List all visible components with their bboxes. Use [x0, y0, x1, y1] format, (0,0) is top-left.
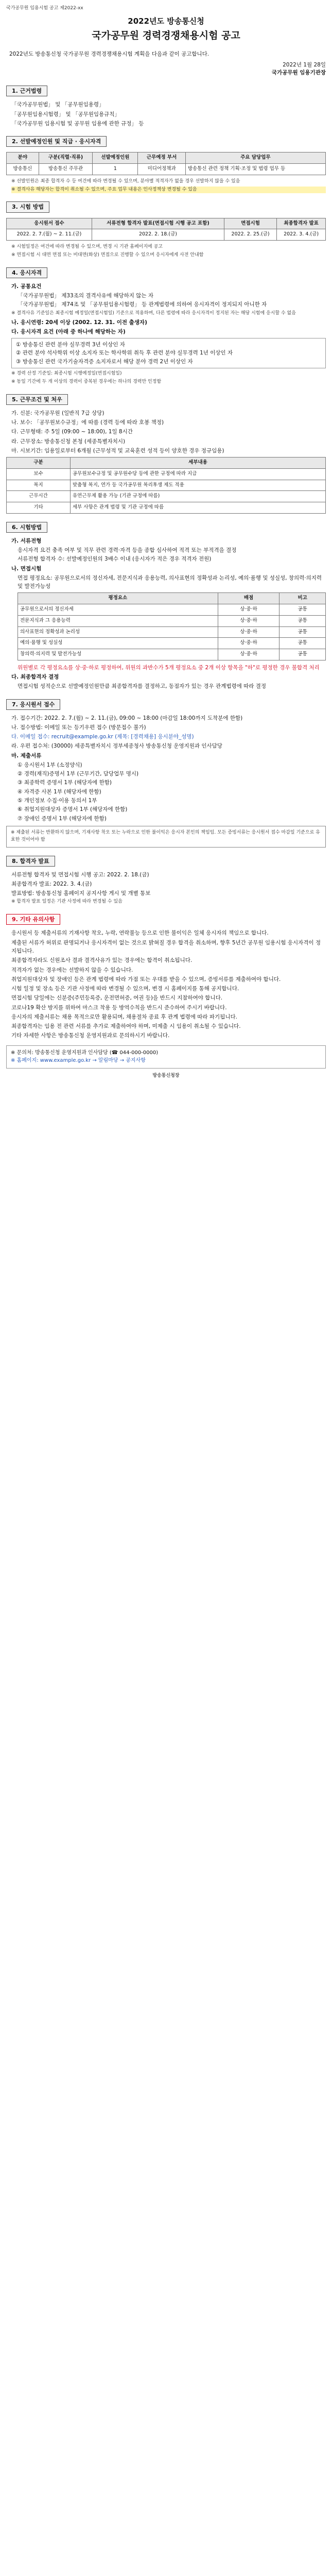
table-row: [7, 502, 326, 514]
table-cell: 상·중·하: [218, 626, 279, 638]
list-item: 서류전형 합격자 수: 선발예정인원의 3배수 이내 (응시자가 적은 경우 적격자 전원): [18, 556, 212, 563]
table-cell: 유연근무제 활용 가능 (기관 규정에 따름): [71, 491, 326, 502]
table-header: 평정요소: [18, 593, 218, 604]
table-cell: 미디어정책과: [138, 163, 185, 175]
table-cell: 공통: [279, 638, 326, 649]
section-notes: [6, 911, 326, 1040]
list-item: 「국가공무원법」 제33조의 결격사유에 해당하지 않는 자: [18, 293, 154, 299]
section-head: 5. 근무조건 및 처우: [6, 394, 68, 405]
table-header: 주요 담당업무: [185, 152, 325, 164]
section-head: 1. 근거법령: [6, 86, 47, 96]
section-head: 6. 시험방법: [6, 522, 47, 533]
table-cell: 방송통신: [7, 163, 39, 175]
table-cell: 1: [93, 163, 138, 175]
list-item: 면접시험 성적순으로 선발예정인원만큼 최종합격자를 결정하고, 동점자가 있는 경우 관계법령에 따라 결정: [18, 683, 267, 690]
sub-heading: 가. 공통요건: [11, 283, 42, 290]
list-item: ⑥ 취업지원대상자 증명서 1부 (해당자에 한함): [18, 806, 128, 813]
table-cell: 맞춤형 복지, 연가 등 국가공무원 복리후생 제도 적용: [71, 480, 326, 491]
table-row: [18, 615, 326, 626]
list-item: 코로나19 확산 방지를 위하여 마스크 착용 등 방역수칙을 반드시 준수하여 주시기 바랍니다.: [11, 1004, 227, 1011]
table-cell: 2022. 2. 18.(금): [92, 229, 224, 241]
table-row: [7, 480, 326, 491]
section-positions: [6, 133, 326, 193]
list-item: 발표방법: 방송통신청 홈페이지 공지사항 게시 및 개별 통보: [11, 890, 151, 897]
list-item: 제출된 서류가 허위로 판명되거나 응시자격이 없는 것으로 밝혀질 경우 합격을 취소하며, 향후 5년간 공무원 임용시험 응시자격이 정지됩니다.: [11, 939, 321, 954]
table-cell: 예의·품행 및 성실성: [18, 638, 218, 649]
table-cell: 2022. 3. 4.(금): [277, 229, 326, 241]
table-header: 분야: [7, 152, 39, 164]
note: ※ 시험일정은 여건에 따라 변경될 수 있으며, 변경 시 기관 홈페이지에 공고: [11, 244, 163, 249]
list-item: 응시자격 요건 충족 여부 및 직무 관련 경력·자격 등을 종합 심사하여 적격 또는 부적격을 결정: [18, 547, 237, 554]
section-qualifications: [6, 264, 326, 386]
table-header: 배점: [218, 593, 279, 604]
list-item: 나. 보수: 「공무원보수규정」에 따름 (경력 등에 따라 호봉 책정): [11, 419, 164, 426]
note: ※ 제출된 서류는 반환하지 않으며, 기재사항 착오 또는 누락으로 인한 불이익은 응시자 본인의 책임임. 모든 증빙서류는 응시원서 접수 마감일 기준으로 유효한 것이어야 함: [11, 829, 320, 842]
list-item: 마. 시보기간: 임용일로부터 6개월 (근무성적 및 교육훈련 성적 등이 양호한 경우 정규임용): [11, 447, 224, 454]
list-item: ④ 자격증 사본 1부 (해당자에 한함): [18, 788, 101, 795]
section-legal-basis: [6, 82, 326, 128]
table-header: 비고: [279, 593, 326, 604]
list-item: 나. 접수방법: 이메일 또는 등기우편 접수 (방문접수 불가): [11, 724, 146, 731]
note: ※ 동일 기간에 두 개 이상의 경력이 중복된 경우에는 하나의 경력만 인정함: [11, 379, 162, 384]
table-row: [7, 491, 326, 502]
sub-heading: 다. 응시자격 요건 (아래 중 하나에 해당하는 자): [11, 328, 126, 335]
list-item: 다. 근무형태: 주 5일 (09:00 ~ 18:00), 1일 8시간: [11, 429, 133, 435]
table-row: [7, 468, 326, 480]
sub-heading: 마. 제출서류: [11, 752, 42, 759]
header-org: 2022년도 방송통신청: [128, 16, 204, 26]
page-title: 국가공무원 경력경쟁채용시험 공고: [92, 30, 240, 42]
list-item: 적격자가 없는 경우에는 선발하지 않을 수 있습니다.: [11, 967, 133, 973]
note: ※ 면접시험 시 대면 면접 또는 비대면(화상) 면접으로 진행할 수 있으며 응시자에게 사전 안내함: [11, 252, 204, 258]
table-header: 서류전형 합격자 발표(면접시험 시행 공고 포함): [92, 218, 224, 229]
contact-box: [6, 1045, 326, 1069]
list-item: 가. 신분: 국가공무원 (일반직 7급 상당): [11, 410, 104, 416]
announce-date: 2022년 1월 28일: [283, 61, 326, 68]
note: ※ 합격자 발표 일정은 기관 사정에 따라 변경될 수 있음: [11, 899, 123, 905]
table-cell: 공무원보수규정 및 공무원수당 등에 관한 규정에 따라 지급: [71, 468, 326, 480]
section-head: 3. 시험 방법: [6, 201, 49, 212]
list-item: 가. 접수기간: 2022. 2. 7.(월) ~ 2. 11.(금), 09:00 ~ 18:00 (마감일 18:00까지 도착분에 한함): [11, 715, 243, 721]
list-item: ② 관련 분야 석사학위 이상 소지자 또는 학사학위 취득 후 관련 분야 실무경력 1년 이상인 자: [16, 350, 233, 357]
top-note: 국가공무원 임용시험 공고 제2022-xx: [6, 6, 83, 11]
table-cell: 상·중·하: [218, 615, 279, 626]
list-item: 라. 근무장소: 방송통신청 본청 (세종특별자치시): [11, 438, 126, 445]
list-item: 기타 자세한 사항은 방송통신청 운영지원과로 문의하시기 바랍니다.: [11, 1032, 170, 1039]
list-item: 「국가공무원 임용시험 및 공무원 임용에 관한 규정」 등: [11, 120, 144, 127]
list-item: 최종합격자라도 신원조사 결과 결격사유가 있는 경우에는 합격이 취소됩니다.: [11, 957, 193, 964]
table-cell: 공통: [279, 615, 326, 626]
table-row: [18, 626, 326, 638]
table-cell: 2022. 2. 25.(금): [224, 229, 276, 241]
section-head: 9. 기타 유의사항: [6, 914, 60, 925]
list-item: 응시원서 등 제출서류의 기재사항 착오, 누락, 연락불능 등으로 인한 불이익은 일체 응시자의 책임으로 합니다.: [11, 930, 269, 937]
list-item: ⑤ 개인정보 수집·이용 동의서 1부: [18, 797, 97, 804]
table-cell: 상·중·하: [218, 649, 279, 660]
qualification-box: [11, 338, 326, 368]
intro-text: 2022년도 방송통신청 국가공무원 경력경쟁채용시험 계획을 다음과 같이 공고합니다.: [9, 50, 209, 57]
list-item: 서류전형 합격자 및 면접시험 시행 공고: 2022. 2. 18.(금): [11, 871, 149, 878]
note: ※ 결격사유 기준일은 최종시험 예정일(면접시험일) 기준으로 적용하며, 다른 법령에 따라 응시자격이 정지된 자는 해당 시험에 응시할 수 없음: [11, 310, 296, 316]
announce-signer: 국가공무원 임용기관장: [271, 69, 326, 76]
list-item: 「공무원임용시험령」 및 「공무원임용규칙」: [11, 111, 120, 117]
list-item: 최종합격자 발표: 2022. 3. 4.(금): [11, 880, 92, 887]
list-item: 「국가공무원법」 및 「공무원임용령」: [11, 101, 104, 108]
table-cell: 복지: [7, 480, 71, 491]
list-item: ① 방송통신 관련 분야 실무경력 3년 이상인 자: [16, 342, 125, 348]
table-cell: 공통: [279, 604, 326, 616]
table-header: 면접시험: [224, 218, 276, 229]
table-row: [7, 229, 326, 241]
table-cell: 상·중·하: [218, 638, 279, 649]
header: [6, 15, 326, 44]
table-row: [18, 638, 326, 649]
note: ※ 선발인원은 최종 합격자 수 등 여건에 따라 변경될 수 있으며, 분야별 적격자가 없을 경우 선발하지 않을 수 있음: [11, 178, 240, 184]
table-header: 세부내용: [71, 457, 326, 469]
table-cell: 방송통신 주무관: [39, 163, 93, 175]
table-cell: 공통: [279, 626, 326, 638]
list-item: 면접 평정요소: 공무원으로서의 정신자세, 전문지식과 응용능력, 의사표현의 정확성과 논리성, 예의·품행 및 성실성, 창의력·의지력 및 발전가능성: [18, 574, 322, 590]
list-item: ③ 방송통신 관련 국가기술자격증 소지자로서 해당 분야 경력 2년 이상인 자: [16, 358, 193, 365]
table-header: 구분(직렬·직류): [39, 152, 93, 164]
section-head: 2. 선발예정인원 및 직급 · 응시자격: [6, 136, 107, 147]
list-item: 응시자의 제출서류는 채용 목적으로만 활용되며, 채용절차 종료 후 관계 법령에 따라 파기됩니다.: [11, 1013, 237, 1020]
footer-signer: 방송통신청장: [152, 1073, 180, 1078]
list-item: 라. 우편 접수처: (30000) 세종특별자치시 정부세종청사 방송통신청 운영지원과 인사담당: [11, 743, 222, 750]
table-cell: 상·중·하: [218, 604, 279, 616]
section-results: [6, 853, 326, 906]
table-cell: 기타: [7, 502, 71, 514]
table-cell: 공무원으로서의 정신자세: [18, 604, 218, 616]
table-header: 근무예정 부서: [138, 152, 185, 164]
application-note-box: [6, 826, 326, 848]
list-item: 면접시험 당일에는 신분증(주민등록증, 운전면허증, 여권 등)을 반드시 지참하여야 합니다.: [11, 995, 223, 1002]
sub-heading: 가. 서류전형: [11, 537, 42, 544]
table-cell: 전문지식과 그 응용능력: [18, 615, 218, 626]
table-cell: 2022. 2. 7.(월) ~ 2. 11.(금): [7, 229, 92, 241]
table-header: 최종합격자 발표: [277, 218, 326, 229]
section-head: 8. 합격자 발표: [6, 856, 55, 867]
table-header: 선발예정인원: [93, 152, 138, 164]
sub-heading: 나. 응시연령: 20세 이상 (2002. 12. 31. 이전 출생자): [11, 319, 147, 326]
interview-table: [18, 592, 326, 660]
section-conditions: [6, 391, 326, 514]
schedule-table: [6, 218, 326, 241]
table-cell: 의사표현의 정확성과 논리성: [18, 626, 218, 638]
list-item: ⑦ 장애인 증명서 1부 (해당자에 한함): [18, 815, 107, 822]
table-cell: 공통: [279, 649, 326, 660]
conditions-table: [6, 457, 326, 514]
list-item: 위원별로 각 평정요소를 상·중·하로 평정하여, 위원의 과반수가 5개 평정요소 중 2개 이상 항목을 "하"로 평정한 경우 불합격 처리: [18, 664, 320, 671]
section-application: [6, 696, 326, 848]
contact-homepage-link[interactable]: ※ 홈페이지: www.example.go.kr → 알림마당 → 공지사항: [11, 1058, 146, 1064]
table-header: 응시원서 접수: [7, 218, 92, 229]
table-cell: 창의력·의지력 및 발전가능성: [18, 649, 218, 660]
email-link[interactable]: 다. 이메일 접수: recruit@example.go.kr (제목: [경력채용] 응시분야_성명): [11, 734, 194, 740]
highlight-note: ※ 결격사유 해당자는 합격이 취소될 수 있으며, 주요 업무 내용은 인사정책상 변경될 수 있음: [11, 187, 326, 194]
table-row: [18, 649, 326, 660]
table-cell: 보수: [7, 468, 71, 480]
table-cell: 근무시간: [7, 491, 71, 502]
list-item: 「국가공무원법」 제74조 및 「공무원임용시험령」 등 관계법령에 의하여 응시자격이 정지되지 아니한 자: [18, 301, 267, 308]
note: ※ 경력 산정 기준일: 최종시험 시행예정일(면접시험일): [11, 370, 122, 376]
table-cell: 세부 사항은 관계 법령 및 기관 규정에 따름: [71, 502, 326, 514]
list-item: ① 응시원서 1부 (소정양식): [18, 761, 82, 768]
section-exam-method: [6, 519, 326, 691]
sub-heading: 다. 최종합격자 결정: [11, 674, 59, 680]
date-sign: [6, 61, 326, 76]
section-schedule: [6, 198, 326, 259]
table-cell: 방송통신 관련 정책 기획·조정 및 법령 업무 등: [185, 163, 325, 175]
list-item: 취업지원대상자 및 장애인 등은 관계 법령에 따라 가점 또는 우대를 받을 수 있으며, 증빙서류를 제출하여야 합니다.: [11, 976, 281, 982]
list-item: 최종합격자는 임용 전 관련 서류를 추가로 제출하여야 하며, 미제출 시 임용이 취소될 수 있습니다.: [11, 1023, 241, 1030]
positions-table: [6, 152, 326, 175]
contact-phone: ※ 문의처: 방송통신청 운영지원과 인사담당 (☎ 044-000-0000): [11, 1049, 159, 1056]
list-item: 시험 일정 및 장소 등은 기관 사정에 따라 변경될 수 있으며, 변경 시 홈페이지를 통해 공지합니다.: [11, 986, 239, 992]
list-item: ③ 최종학력 증명서 1부 (해당자에 한함): [18, 779, 112, 786]
sub-heading: 나. 면접시험: [11, 565, 42, 572]
list-item: ② 경력(재직)증명서 1부 (근무기간, 담당업무 명시): [18, 771, 139, 777]
section-head: 4. 응시자격: [6, 267, 47, 278]
section-head: 7. 응시원서 접수: [6, 699, 60, 710]
table-row: [18, 604, 326, 616]
table-row: [7, 163, 326, 175]
table-header: 구분: [7, 457, 71, 469]
